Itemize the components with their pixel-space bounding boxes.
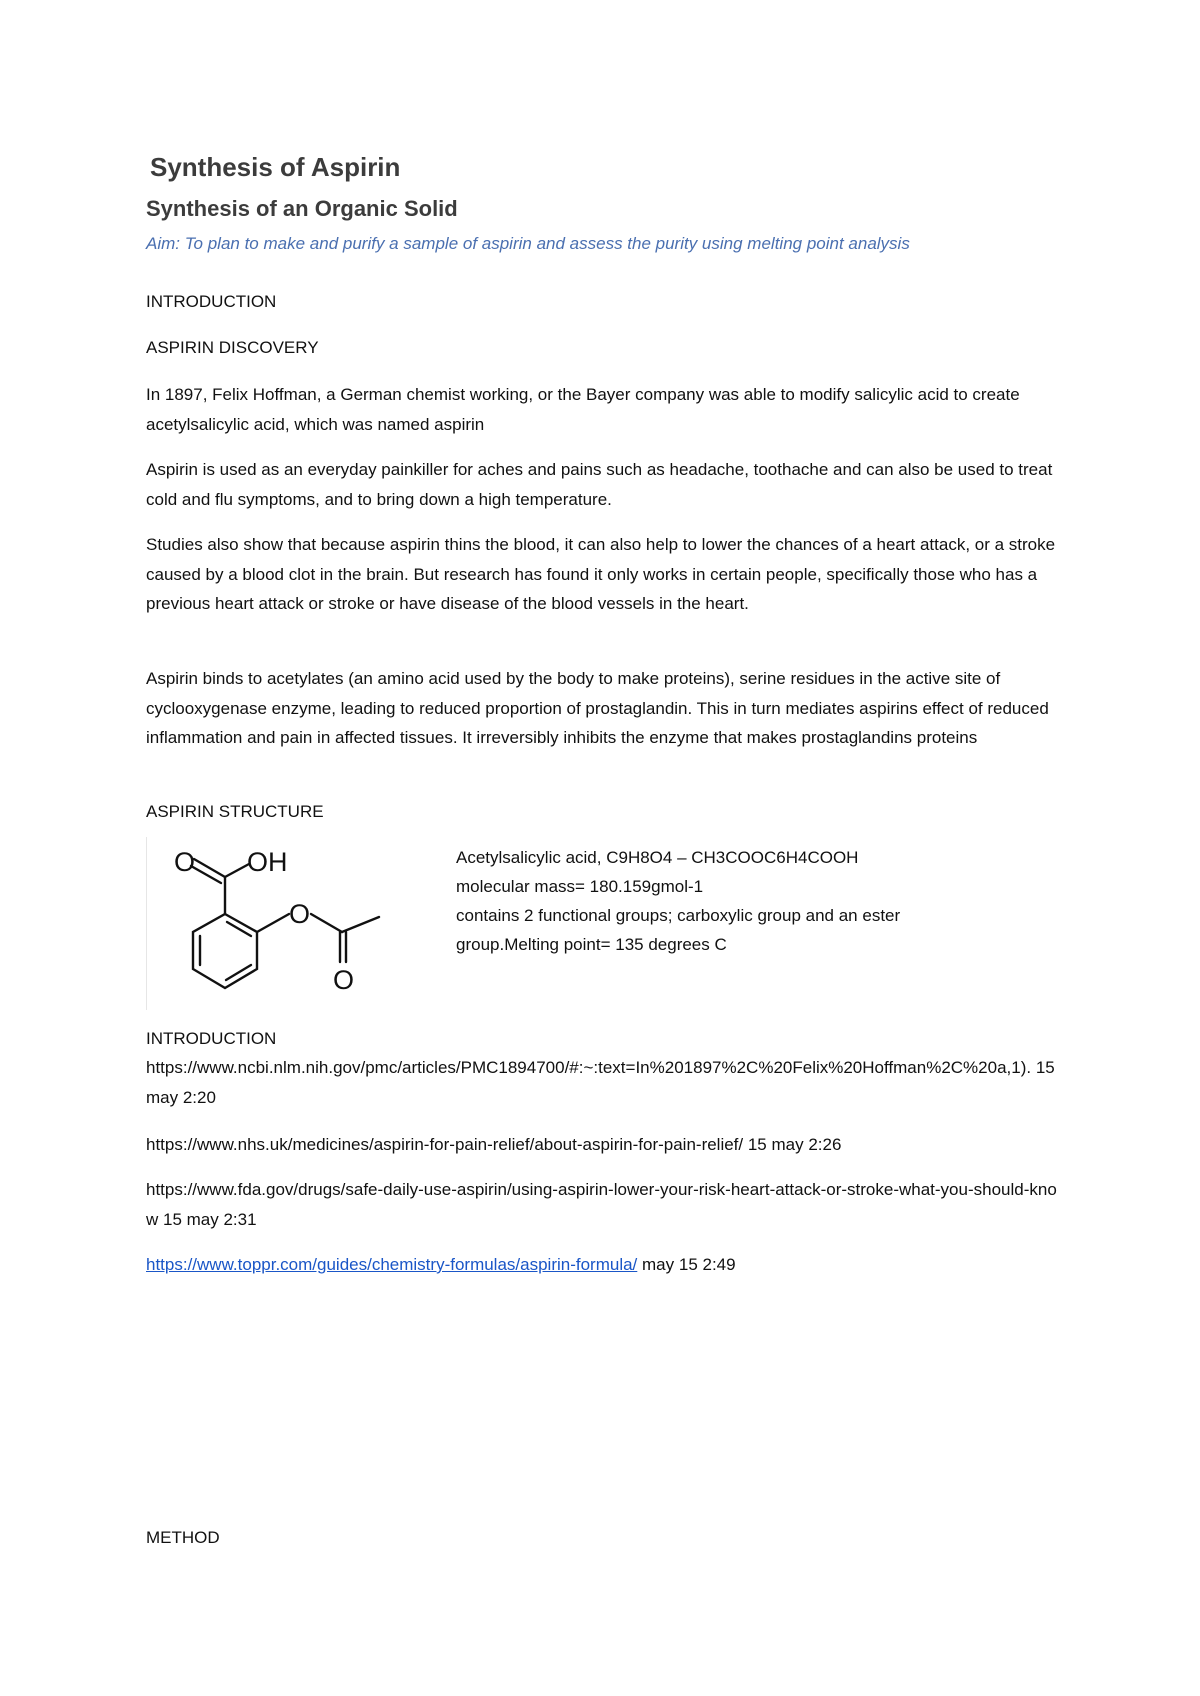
reference-toppr — [146, 1250, 1066, 1280]
oxygen-label-ester: O — [289, 899, 311, 929]
reference-toppr-link[interactable]: https://www.toppr.com/guides/chemistry-formulas/aspirin-formula/ — [146, 1255, 638, 1274]
structure-properties — [456, 843, 1056, 959]
introduction-heading: INTRODUCTION — [146, 292, 277, 311]
document-subtitle: Synthesis of an Organic Solid — [146, 196, 458, 221]
hydroxyl-label: OH — [247, 847, 288, 877]
document-title: Synthesis of Aspirin — [150, 152, 401, 182]
references-heading: INTRODUCTION — [146, 1029, 277, 1048]
aim-statement: Aim: To plan to make and purify a sample of aspirin and assess the purity using melting point analysis — [146, 234, 910, 253]
paragraph-studies: Studies also show that because aspirin thins the blood, it can also help to lower the chances of a heart attack, or a stroke caused by a blood clot in the brain. But research has found it only works in certain people, specifically those who has a previous heart attack or stroke or have disease of the blood vessels in the heart. — [146, 535, 1056, 613]
oxygen-label-acetyl: O — [333, 965, 355, 995]
property-molecular-mass: molecular mass= 180.159gmol-1 — [456, 877, 704, 896]
reference-fda: https://www.fda.gov/drugs/safe-daily-use-aspirin/using-aspirin-lower-your-risk-heart-attack-or-stroke-what-you-should-know 15 may 2:31 — [146, 1180, 1057, 1229]
property-functional-groups: contains 2 functional groups; carboxylic group and an ester — [456, 906, 901, 925]
reference-ncbi: https://www.ncbi.nlm.nih.gov/pmc/articles/PMC1894700/#:~:text=In%201897%2C%20Felix%20Hoffman%2C%20a,1). 15 may 2:20 — [146, 1058, 1055, 1107]
aspirin-structure-diagram — [146, 837, 434, 1010]
property-melting-point: group.Melting point= 135 degrees C — [456, 935, 727, 954]
discovery-heading: ASPIRIN DISCOVERY — [146, 338, 319, 357]
reference-nhs: https://www.nhs.uk/medicines/aspirin-for-pain-relief/about-aspirin-for-pain-relief/ 15 may 2:26 — [146, 1135, 842, 1154]
paragraph-mechanism: Aspirin binds to acetylates (an amino acid used by the body to make proteins), serine residues in the active site of cyclooxygenase enzyme, leading to reduced proportion of prostaglandin. This in turn mediates aspirins effect of reduced inflammation and pain in affected tissues. It irreversibly inhibits the enzyme that makes prostaglandins proteins — [146, 669, 1049, 747]
property-formula: Acetylsalicylic acid, C9H8O4 – CH3COOC6H4COOH — [456, 848, 859, 867]
paragraph-discovery: In 1897, Felix Hoffman, a German chemist working, or the Bayer company was able to modify salicylic acid to create acetylsalicylic acid, which was named aspirin — [146, 385, 1020, 434]
oxygen-label-carbonyl: O — [174, 847, 196, 877]
paragraph-uses: Aspirin is used as an everyday painkiller for aches and pains such as headache, toothache and can also be used to treat cold and flu symptoms, and to bring down a high temperature. — [146, 460, 1053, 509]
structure-heading: ASPIRIN STRUCTURE — [146, 802, 324, 821]
reference-toppr-date: may 15 2:49 — [637, 1255, 736, 1274]
method-heading: METHOD — [146, 1528, 220, 1547]
